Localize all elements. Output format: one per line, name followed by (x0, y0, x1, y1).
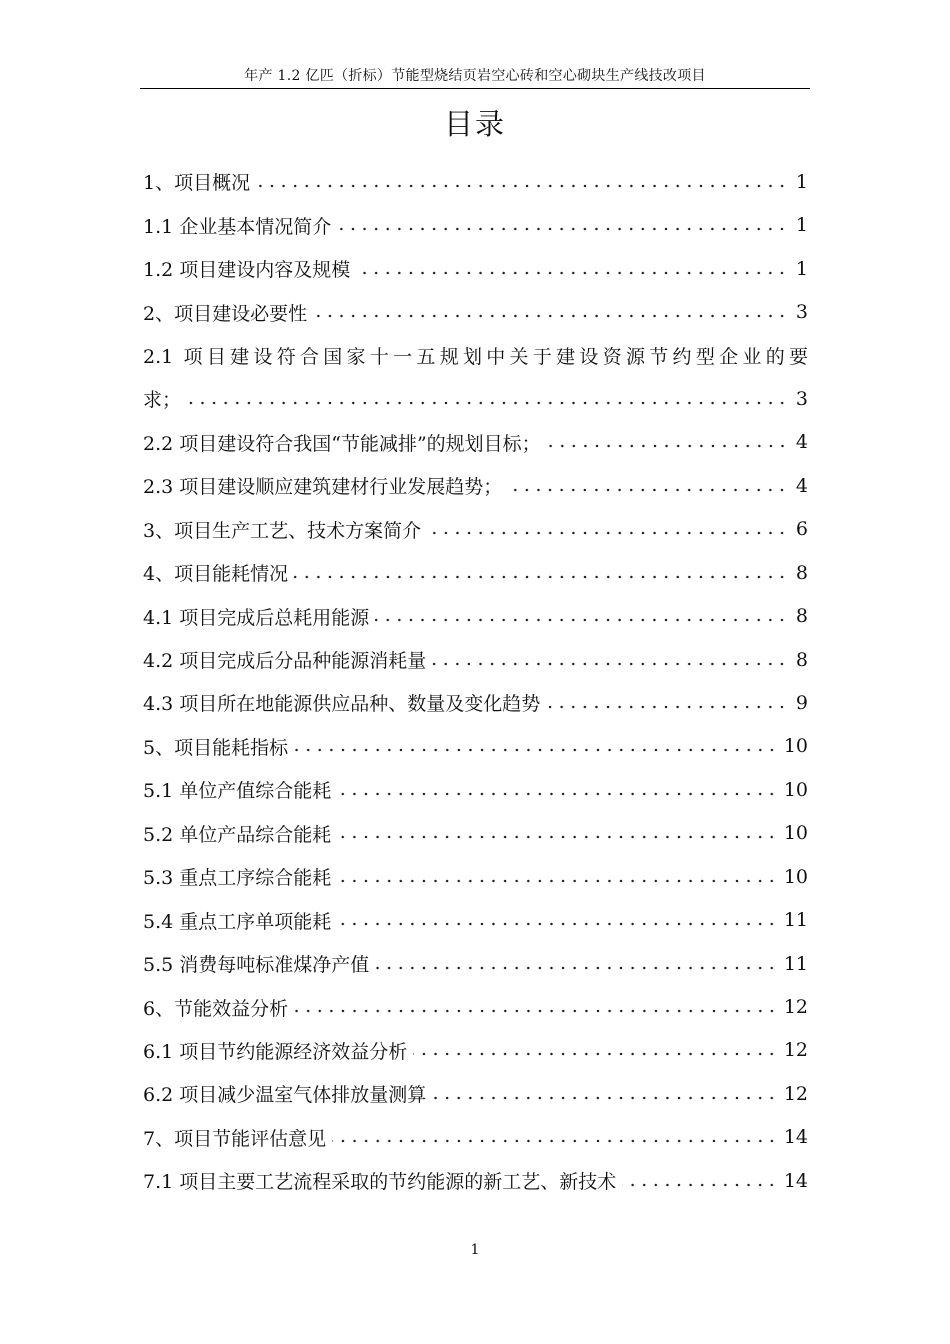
toc-entry[interactable] (143, 898, 808, 941)
toc-entry[interactable] (143, 638, 808, 681)
toc-entry-page: 8 (795, 561, 808, 584)
toc-entry-page: 11 (783, 909, 808, 932)
toc-entry-label: 5.5 消费每吨标准煤净产值 (143, 954, 370, 977)
dot-leader (294, 744, 778, 756)
dot-leader (332, 1135, 778, 1147)
toc-entry-page: 12 (783, 996, 808, 1019)
toc-entry-label: 6、节能效益分析 (143, 997, 289, 1020)
toc-entry[interactable] (143, 768, 808, 811)
toc-entry[interactable] (143, 1072, 808, 1115)
toc-entry-page: 1 (795, 214, 808, 237)
toc-entry-page: 4 (795, 431, 808, 454)
toc-entry-page: 9 (795, 691, 808, 714)
dot-leader (337, 788, 778, 800)
dot-leader (375, 614, 788, 626)
dot-leader (256, 180, 788, 192)
toc-entry-label: 5.3 重点工序综合能耗 (143, 867, 332, 890)
table-of-contents (143, 160, 808, 1203)
toc-entry-page: 14 (783, 1169, 808, 1192)
toc-entry-label: 6.1 项目节约能源经济效益分析 (143, 1040, 408, 1063)
toc-entry-label: 2.1 项目建设符合国家十一五规划中关于建设资源节约型企业的要 (143, 345, 808, 368)
toc-entry-page: 10 (783, 778, 808, 801)
dot-leader (337, 831, 778, 843)
dot-leader (187, 397, 788, 409)
toc-entry[interactable] (143, 681, 808, 724)
dot-leader (337, 918, 778, 930)
toc-entry-label: 1.1 企业基本情况简介 (143, 215, 332, 238)
toc-entry-label: 求； (143, 389, 182, 412)
toc-entry[interactable] (143, 160, 808, 203)
toc-entry-page: 6 (795, 518, 808, 541)
toc-entry-label: 4、项目能耗情况 (143, 563, 289, 586)
dot-leader (294, 1005, 778, 1017)
dot-leader (508, 484, 788, 496)
toc-entry[interactable] (143, 1159, 808, 1202)
toc-title: 目录 (443, 107, 506, 141)
toc-entry[interactable] (143, 203, 808, 246)
dot-leader (546, 701, 788, 713)
toc-entry-label: 5.2 单位产品综合能耗 (143, 823, 332, 846)
toc-entry-label: 5.1 单位产值综合能耗 (143, 780, 332, 803)
dot-leader (356, 267, 788, 279)
toc-entry-page: 10 (783, 735, 808, 758)
toc-entry[interactable] (143, 421, 808, 464)
toc-entry-label: 1.2 项目建设内容及规模 (143, 259, 351, 282)
toc-entry-page: 3 (795, 301, 808, 324)
dot-leader (427, 527, 788, 539)
toc-entry-wrapped[interactable] (143, 334, 808, 377)
toc-entry-page: 4 (795, 474, 808, 497)
toc-entry-page: 10 (783, 865, 808, 888)
toc-entry-page: 1 (795, 257, 808, 280)
toc-entry-label: 4.2 项目完成后分品种能源消耗量 (143, 650, 427, 673)
toc-entry[interactable] (143, 985, 808, 1028)
dot-leader (413, 1048, 778, 1060)
toc-entry-label: 5.4 重点工序单项能耗 (143, 910, 332, 933)
toc-entry-label: 6.2 项目减少温室气体排放量测算 (143, 1084, 427, 1107)
toc-entry[interactable] (143, 942, 808, 985)
dot-leader (432, 1092, 778, 1104)
page-number: 1 (470, 1242, 480, 1258)
toc-entry[interactable] (143, 464, 808, 507)
toc-entry-label: 7、项目节能评估意见 (143, 1127, 327, 1150)
toc-entry-label: 2.3 项目建设顺应建筑建材行业发展趋势； (143, 476, 503, 499)
dot-leader (313, 310, 788, 322)
toc-entry[interactable] (143, 855, 808, 898)
toc-entry-page: 8 (795, 605, 808, 628)
toc-entry-page: 1 (795, 170, 808, 193)
toc-entry-page: 14 (783, 1126, 808, 1149)
toc-entry[interactable] (143, 247, 808, 290)
toc-entry-page: 8 (795, 648, 808, 671)
toc-entry-label: 3、项目生产工艺、技术方案简介 (143, 519, 422, 542)
dot-leader (375, 962, 778, 974)
toc-entry-label: 4.1 项目完成后总耗用能源 (143, 606, 370, 629)
toc-entry[interactable] (143, 290, 808, 333)
toc-entry-label: 7.1 项目主要工艺流程采取的节约能源的新工艺、新技术 (143, 1171, 617, 1194)
toc-entry[interactable] (143, 812, 808, 855)
toc-entry-page: 10 (783, 822, 808, 845)
dot-leader (432, 658, 788, 670)
toc-entry-label: 2、项目建设必要性 (143, 302, 308, 325)
toc-entry-continuation[interactable] (143, 377, 808, 420)
toc-entry-label: 4.3 项目所在地能源供应品种、数量及变化趋势 (143, 693, 541, 716)
toc-entry-label: 2.2 项目建设符合我国“节能减排”的规划目标； (143, 432, 541, 455)
toc-entry-page: 3 (795, 387, 808, 410)
toc-entry[interactable] (143, 508, 808, 551)
dot-leader (622, 1179, 778, 1191)
toc-entry[interactable] (143, 551, 808, 594)
toc-entry-label: 1、项目概况 (143, 172, 251, 195)
toc-entry[interactable] (143, 1029, 808, 1072)
dot-leader (337, 875, 778, 887)
dot-leader (547, 440, 788, 452)
toc-entry[interactable] (143, 1116, 808, 1159)
toc-entry[interactable] (143, 594, 808, 637)
toc-entry-page: 12 (783, 1039, 808, 1062)
toc-entry-page: 11 (783, 952, 808, 975)
running-header: 年产 1.2 亿匹（折标）节能型烧结页岩空心砖和空心砌块生产线技改项目 (140, 64, 810, 89)
toc-entry-label: 5、项目能耗指标 (143, 736, 289, 759)
toc-entry[interactable] (143, 725, 808, 768)
toc-entry-page: 12 (783, 1082, 808, 1105)
dot-leader (337, 223, 788, 235)
dot-leader (294, 571, 788, 583)
